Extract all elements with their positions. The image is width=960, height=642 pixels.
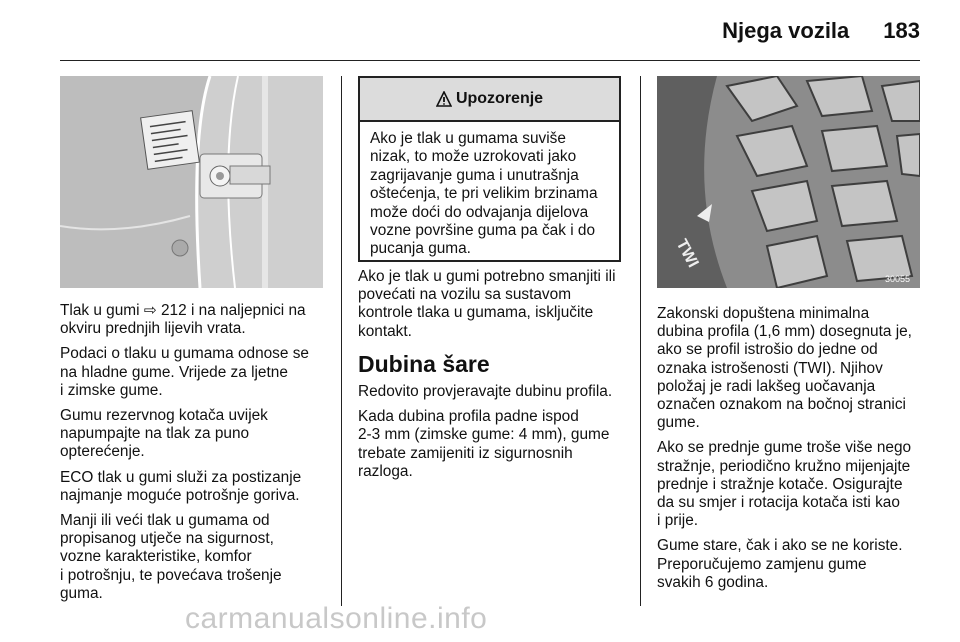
warning-title: Upozorenje — [455, 90, 544, 107]
right-column — [657, 305, 927, 599]
page-number: 183 — [883, 18, 920, 43]
watermark: carmanualsonline.info — [185, 602, 488, 635]
paragraph: Podaci o tlaku u gumama odnose se na hladne gume. Vrijede za ljetne i zimske gume. — [60, 345, 309, 399]
paragraph: Ako je tlak u gumi potrebno smanjiti ili povećati na vozilu sa sustavom kontrole tlaka u gumama, isključite kontakt. — [358, 268, 616, 340]
section-title: Dubina šare — [358, 350, 490, 377]
header-divider — [60, 60, 920, 61]
paragraph: ECO tlak u gumi služi za postizanje najmanje moguće potrošnje goriva. — [60, 468, 302, 504]
warning-header — [360, 78, 619, 122]
page-header — [60, 18, 920, 44]
paragraph: Gumu rezervnog kotača uvijek napumpajte na tlak za puno opterećenje. — [60, 407, 268, 461]
paragraph: Gume stare, čak i ako se ne koriste. Preporučujemo zamjenu gume svakih 6 godina. — [657, 537, 903, 591]
column-divider-left — [341, 76, 342, 606]
middle-column — [358, 268, 633, 488]
paragraph: Ako se prednje gume troše više nego stražnje, periodično kružno mijenjajte prednje i stražnje kotače. Osigurajte da su smjer i rotacija kotača isti kao i prije. — [657, 439, 912, 530]
door-frame-drawing — [60, 76, 323, 288]
left-column — [60, 302, 330, 610]
warning-box — [358, 76, 621, 262]
twi-label: TWI — [672, 236, 702, 271]
column-divider-right — [640, 76, 641, 606]
page-title: Njega vozila — [722, 18, 850, 43]
paragraph: Kada dubina profila padne ispod 2-3 mm (zimske gume: 4 mm), gume trebate zamijeniti iz sigurnosnih razloga. — [358, 408, 610, 480]
door-frame-illustration — [60, 76, 323, 288]
paragraph: Tlak u gumi ⇨ 212 i na naljepnici na okviru prednjih lijevih vrata. — [60, 302, 306, 338]
paragraph: Zakonski dopuštena minimalna dubina profila (1,6 mm) dosegnuta je, ako se profil istrošio do jedne od oznaka istrošenosti (TWI). Njihov položaj je radi lakšeg uočavanja označen oznakom na bočnoj stranici gume. — [657, 305, 912, 432]
tire-tread-illustration — [657, 76, 920, 288]
tire-tread-drawing — [657, 76, 920, 288]
paragraph: Manji ili veći tlak u gumama od propisanog utječe na sigurnost, vozne karakteristike, komfor i potrošnju, te povećava trošenje guma. — [60, 512, 282, 602]
figure-number: 30055 — [885, 274, 911, 284]
warning-text: Ako je tlak u gumama suviše nizak, to može uzrokovati jako zagrijavanje guma i unutrašnja oštećenja, te pri velikim brzinama može doći do odvajanja dijelova vozne površine guma pa čak i do pucanja guma. — [370, 130, 598, 258]
paragraph: Redovito provjeravajte dubinu profila. — [358, 383, 613, 401]
warning-triangle-icon — [436, 91, 452, 107]
